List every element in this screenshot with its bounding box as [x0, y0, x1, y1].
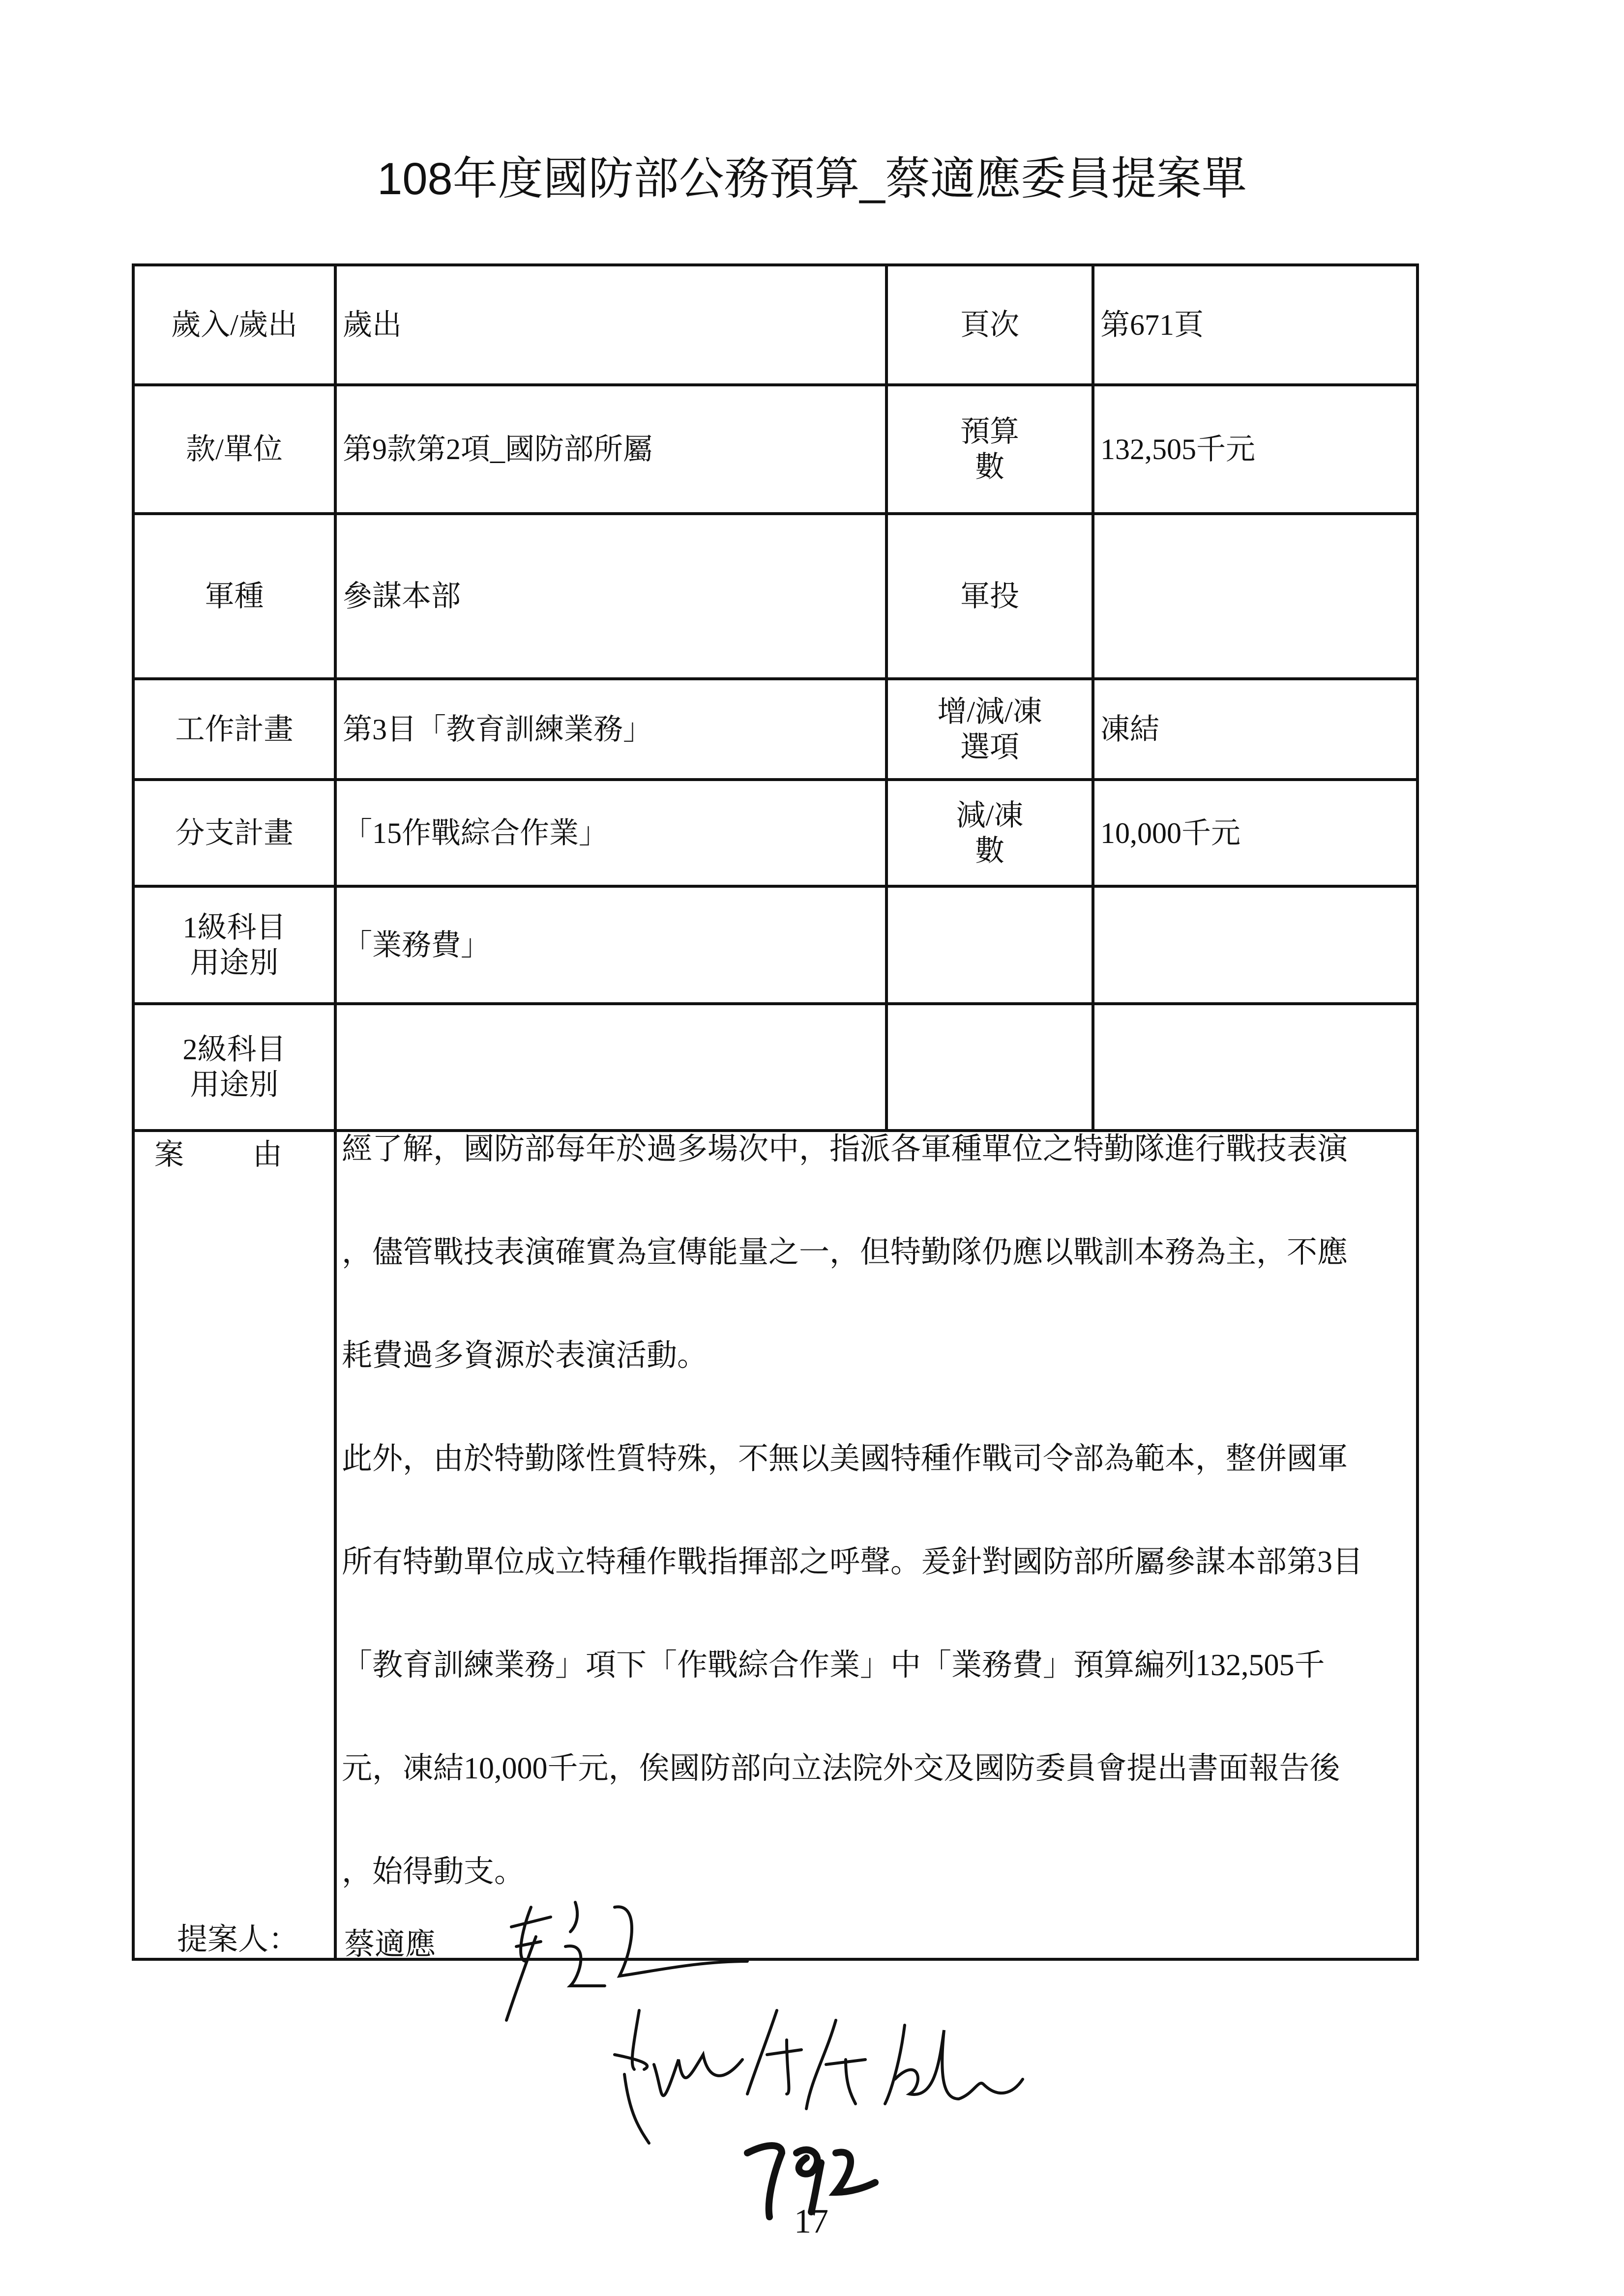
reason-line: ，儘管戰技表演確實為宣傳能量之一，但特勤隊仍應以戰訓本務為主，不應 — [342, 1236, 1348, 1269]
reason-line: ，始得動支。 — [342, 1855, 525, 1889]
reason-line: 「教育訓練業務」項下「作戰綜合作業」中「業務費」預算編列132,505千 — [342, 1649, 1325, 1682]
row-label-2: 頁次 — [886, 265, 1093, 385]
row-label-2: 軍投 — [886, 514, 1093, 679]
row-label: 軍種 — [133, 514, 335, 679]
row-value-2: 凍結 — [1093, 679, 1417, 780]
proposer-label: 提案人： — [177, 1922, 299, 1956]
row-value-2: 132,505千元 — [1093, 385, 1417, 514]
row-value: 「業務費」 — [335, 886, 886, 1004]
row-value-2: 第671頁 — [1093, 265, 1417, 385]
row-label: 2級科目 用途別 — [133, 1004, 335, 1131]
row-value: 「15作戰綜合作業」 — [335, 780, 886, 886]
row-label-2: 減/凍 數 — [886, 780, 1093, 886]
row-label-2: 增/減/凍 選項 — [886, 679, 1093, 780]
row-label-2: 預算 數 — [886, 385, 1093, 514]
row-value: 第3目「教育訓練業務」 — [335, 679, 886, 780]
reason-line: 經了解，國防部每年於過多場次中，指派各軍種單位之特勤隊進行戰技表演 — [342, 1133, 1348, 1166]
reason-label-b: 由 — [253, 1138, 282, 1171]
reason-line: 所有特勤單位成立特種作戰指揮部之呼聲。爰針對國防部所屬參謀本部第3目 — [342, 1545, 1363, 1579]
reason-line: 此外，由於特勤隊性質特殊，不無以美國特種作戰司令部為範本，整併國軍 — [342, 1442, 1348, 1476]
document-title: 108年度國防部公務預算_蔡適應委員提案單 — [377, 154, 1247, 204]
row-label: 分支計畫 — [133, 780, 335, 886]
row-value: 第9款第2項_國防部所屬 — [335, 385, 886, 514]
row-value: 歲出 — [335, 265, 886, 385]
row-label: 1級科目 用途別 — [133, 886, 335, 1004]
row-label: 歲入/歲出 — [133, 265, 335, 385]
proposer-name: 蔡適應 — [344, 1927, 436, 1961]
reason-label-a: 案 — [154, 1138, 184, 1171]
signature-2 — [615, 2010, 1023, 2143]
row-value-2: 10,000千元 — [1093, 780, 1417, 886]
reason-line: 元，凍結10,000千元，俟國防部向立法院外交及國防委員會提出書面報告後 — [342, 1752, 1340, 1785]
row-label: 工作計畫 — [133, 679, 335, 780]
reason-line: 耗費過多資源於表演活動。 — [342, 1339, 708, 1372]
row-value: 參謀本部 — [335, 514, 886, 679]
row-label: 款/單位 — [133, 385, 335, 514]
signature-1 — [506, 1902, 747, 2020]
page-number: 17 — [794, 2203, 828, 2240]
